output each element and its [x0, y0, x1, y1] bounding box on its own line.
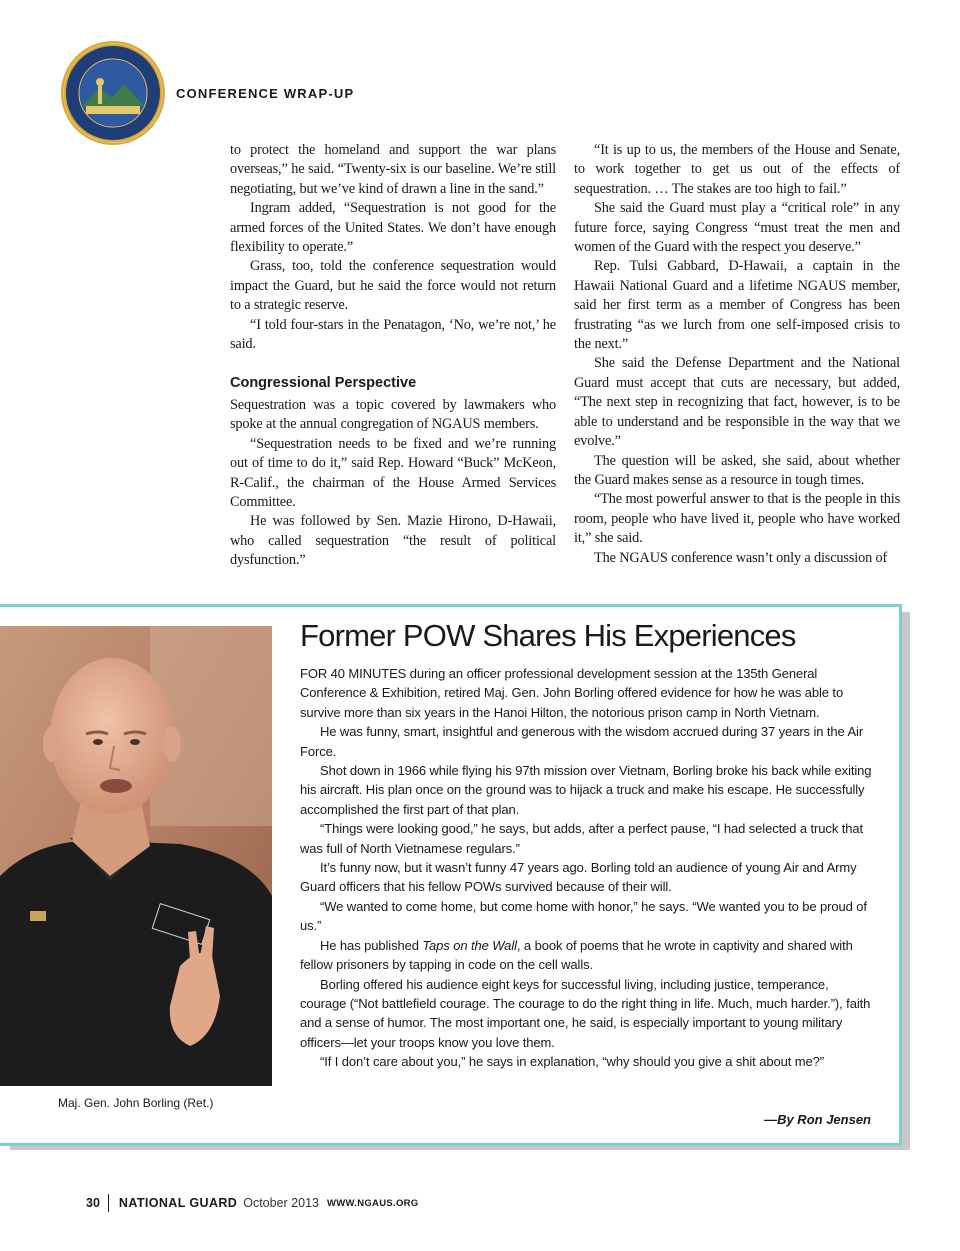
paragraph: She said the Defense Department and the National Guard must accept that cuts are necessary, but added, “The next step in recognizing that fact, however, is to be able to understand and be responsible in the way that we evolve.”	[574, 355, 900, 450]
borling-photo	[0, 626, 272, 1086]
paragraph: “We wanted to come home, but come home with honor,” he says. “We wanted you to be proud of us.”	[300, 898, 867, 934]
website-url: WWW.NGAUS.ORG	[326, 1197, 419, 1209]
paragraph: “The most powerful answer to that is the people in this room, people who have lived it, people who have worked it,” she said.	[574, 491, 900, 547]
sidebar-title: Former POW Shares His Experiences	[300, 618, 796, 653]
paragraph: It’s funny now, but it wasn’t funny 47 years ago. Borling told an audience of young Air and Army Guard officers that his fellow POWs survived because of their will.	[300, 860, 857, 895]
section-label: CONFERENCE WRAP-UP	[176, 86, 355, 101]
subhead: Congressional Perspective	[230, 375, 417, 392]
book-post: , a book of poems that he wrote in captivity and shared with fellow prisoners by tapping in code on the cell walls.	[300, 937, 853, 973]
paragraph: “If I don’t care about you,” he says in explanation, “why should you give a shit about me?”	[320, 1054, 824, 1070]
paragraph: Sequestration was a topic covered by lawmakers who spoke at the annual congregation of NGAUS members.	[230, 396, 556, 433]
paragraph: “Things were looking good,” he says, but adds, after a perfect pause, “I had selected a truck that was full of North Vietnamese regulars.”	[300, 821, 864, 856]
right-column	[574, 141, 900, 568]
lead-paragraph	[300, 664, 874, 722]
paragraph: Shot down in 1966 while flying his 97th mission over Vietnam, Borling broke his back while exiting his aircraft. His plan once on the ground was to hijack a truck and make his escape. He successfully accomplished the first part of that plan.	[300, 763, 872, 817]
footer-divider	[108, 1194, 109, 1212]
paragraph: to protect the homeland and support the war plans overseas,” he said. “Twenty-six is our baseline. We’re still negotiating, but we’ve kind of drawn a line in the sand.”	[230, 142, 556, 197]
paragraph: “It is up to us, the members of the House and Senate, to work together to get us out of the effects of sequestration. … The stakes are too high to fail.”	[574, 142, 900, 197]
paragraph: The question will be asked, she said, about whether the Guard makes sense as a resource in tough times.	[574, 452, 900, 488]
paragraph: She said the Guard must play a “critical role” in any future force, saying Congress “must treat the men and women of the Guard with the respect you deserve.”	[574, 200, 900, 256]
left-column	[230, 141, 556, 571]
paragraph: Rep. Tulsi Gabbard, D-Hawaii, a captain in the Hawaii National Guard and a lifetime NGAUS member, said her first term as a member of Congress has been frustrating “as we lurch from one self-imposed crisis to the next.”	[574, 258, 900, 353]
sidebar-body	[300, 664, 874, 1072]
paragraph: Ingram added, “Sequestration is not good for the armed forces of the United States. We don’t have enough flexibility to operate.”	[230, 200, 556, 256]
paragraph: “Sequestration needs to be fixed and we’re running out of time to do it,” said Rep. Howard “Buck” McKeon, R-Calif., the chairman of the House Armed Services Committee.	[230, 435, 556, 510]
photo-caption: Maj. Gen. John Borling (Ret.)	[58, 1096, 214, 1110]
paragraph: “I told four-stars in the Penatagon, ‘No, we’re not,’ he said.	[230, 316, 556, 353]
page-number: 30	[86, 1196, 100, 1210]
conference-seal-icon	[60, 40, 166, 146]
publication-name: NATIONAL GUARD	[118, 1196, 238, 1210]
paragraph: He was funny, smart, insightful and generous with the wisdom accrued during 37 years in the Air Force.	[300, 724, 864, 759]
paragraph: Borling offered his audience eight keys for successful living, including justice, temperance, courage (“Not battlefield courage. The courage to do the right thing in life. Much, much harder.”), faith and a sense of humor. The most important one, he said, is especially important to young military officers—let your troops know you love them.	[300, 976, 871, 1050]
paragraph: Grass, too, told the conference sequestration would impact the Guard, but he said the force would not return to a strategic reserve.	[230, 258, 556, 314]
paragraph: He was followed by Sen. Mazie Hirono, D-Hawaii, who called sequestration “the result of political dysfunction.”	[230, 513, 556, 569]
paragraph: The NGAUS conference wasn’t only a discussion of	[594, 549, 888, 566]
issue-date: October 2013	[243, 1196, 319, 1210]
book-paragraph	[300, 936, 874, 975]
book-pre: He has published	[320, 937, 423, 953]
byline: —By Ron Jensen	[764, 1112, 871, 1127]
page-footer	[86, 1194, 419, 1212]
lead-text: during an officer professional development session at the 135th General Conference & Exhibition, retired Maj. Gen. John Borling offered evidence for how he was able to survive more than six years in the Hanoi Hilton, the notorious prison camp in North Vietnam.	[300, 666, 844, 720]
book-title: Taps on the Wall	[422, 937, 517, 953]
lead-caps: FOR 40 MINUTES	[300, 666, 407, 681]
